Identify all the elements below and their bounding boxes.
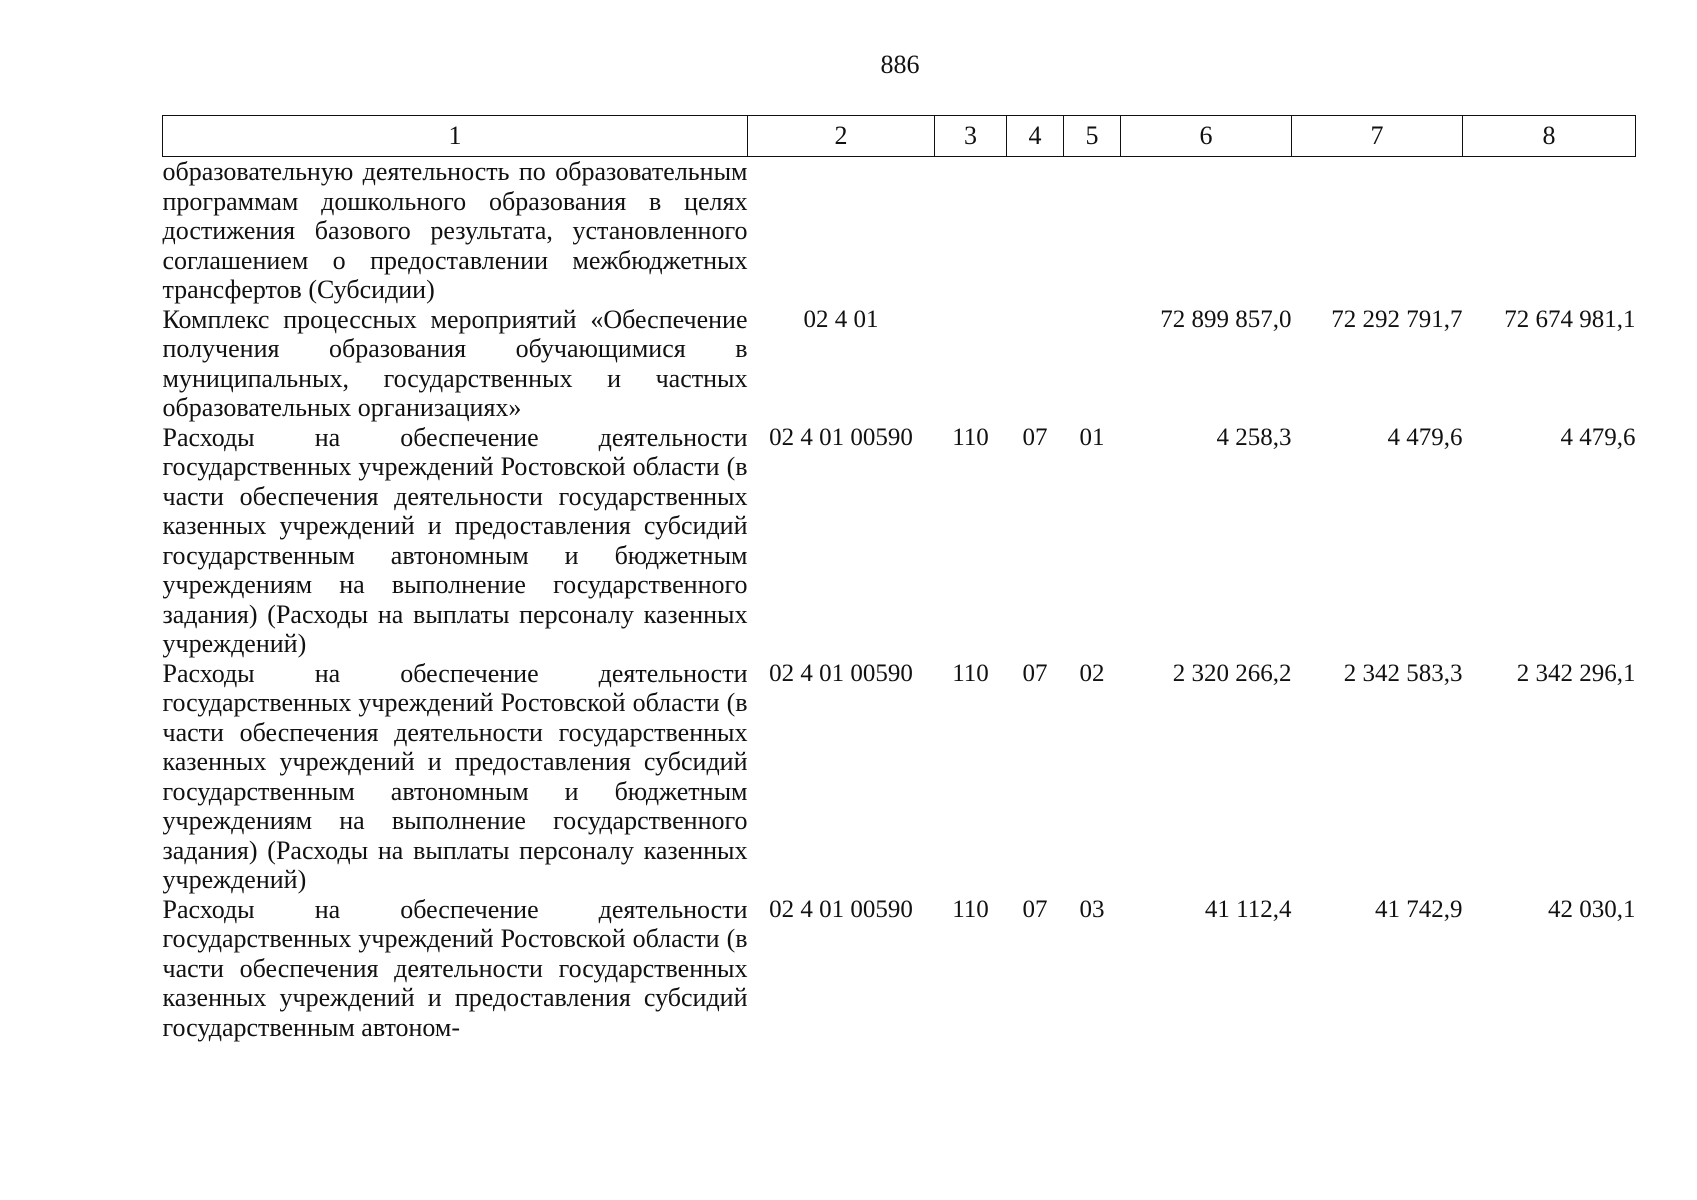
row-target-code: 02 4 01 00590	[769, 659, 913, 687]
header-col-4: 4	[1007, 116, 1064, 157]
row-amount-col6: 72 899 857,0	[1160, 305, 1292, 333]
row-expense-type	[935, 305, 1007, 423]
row-target-code	[748, 157, 935, 305]
row-subsection: 03	[1079, 895, 1105, 923]
row-subsection	[1064, 157, 1121, 305]
row-amount-col6: 41 112,4	[1204, 895, 1292, 923]
table-row	[163, 895, 1636, 1043]
row-amount-col7: 4 479,6	[1387, 423, 1463, 451]
row-expense-type: 110	[952, 659, 989, 687]
row-amount-col6: 2 320 266,2	[1172, 659, 1292, 687]
row-expense-type	[935, 157, 1007, 305]
header-row	[163, 116, 1636, 157]
row-description: Комплекс процессных мероприятий «Обеспечение получения образования обучающимися в муниципальных, государственных и частных образовательных организациях»	[162, 304, 748, 422]
header-col-2: 2	[748, 116, 935, 157]
row-description: Расходы на обеспечение деятельности государственных учреждений Ростовской области (в части обеспечения деятельности государственных казенных учреждений и предоставления субсидий государственным автоном-	[162, 894, 748, 1042]
header-col-6: 6	[1121, 116, 1292, 157]
page-number: 886	[880, 50, 920, 79]
row-amount-col8: 4 479,6	[1560, 423, 1636, 451]
row-expense-type: 110	[952, 895, 989, 923]
row-amount-col8: 2 342 296,1	[1516, 659, 1636, 687]
row-section	[1007, 305, 1064, 423]
row-amount-col8	[1463, 157, 1636, 305]
row-subsection: 02	[1079, 659, 1105, 687]
row-amount-col8: 42 030,1	[1548, 895, 1636, 923]
header-col-3: 3	[935, 116, 1007, 157]
table-row	[163, 423, 1636, 659]
row-description: Расходы на обеспечение деятельности государственных учреждений Ростовской области (в части обеспечения деятельности государственных казенных учреждений и предоставления субсидий государственным автономным и бюджетным учреждениям на выполнение государственного задания) (Расходы на выплаты персоналу казенных учреждений)	[162, 658, 748, 894]
header-col-1: 1	[163, 116, 748, 157]
row-target-code: 02 4 01	[803, 305, 879, 333]
budget-table	[162, 115, 1636, 1042]
row-section: 07	[1022, 423, 1048, 451]
row-target-code: 02 4 01 00590	[769, 895, 913, 923]
row-subsection: 01	[1079, 423, 1105, 451]
row-amount-col7: 2 342 583,3	[1343, 659, 1463, 687]
row-description: Расходы на обеспечение деятельности государственных учреждений Ростовской области (в части обеспечения деятельности государственных казенных учреждений и предоставления субсидий государственным автономным и бюджетным учреждениям на выполнение государственного задания) (Расходы на выплаты персоналу казенных учреждений)	[162, 422, 748, 658]
row-subsection	[1064, 305, 1121, 423]
row-section: 07	[1022, 659, 1048, 687]
row-amount-col8: 72 674 981,1	[1504, 305, 1636, 333]
row-description: образовательную деятельность по образовательным программам дошкольного образования в целях достижения базового результата, установленного соглашением о предоставлении межбюджетных трансфертов (Субсидии)	[162, 157, 748, 304]
header-col-7: 7	[1292, 116, 1463, 157]
row-section	[1007, 157, 1064, 305]
row-amount-col7	[1292, 157, 1463, 305]
row-target-code: 02 4 01 00590	[769, 423, 913, 451]
header-col-5: 5	[1064, 116, 1121, 157]
table-row	[163, 305, 1636, 423]
row-amount-col7: 72 292 791,7	[1331, 305, 1463, 333]
row-amount-col6	[1121, 157, 1292, 305]
header-col-8: 8	[1463, 116, 1636, 157]
row-expense-type: 110	[952, 423, 989, 451]
table-row	[163, 157, 1636, 305]
row-amount-col6: 4 258,3	[1216, 423, 1292, 451]
table-row	[163, 659, 1636, 895]
row-amount-col7: 41 742,9	[1375, 895, 1463, 923]
row-section: 07	[1022, 895, 1048, 923]
